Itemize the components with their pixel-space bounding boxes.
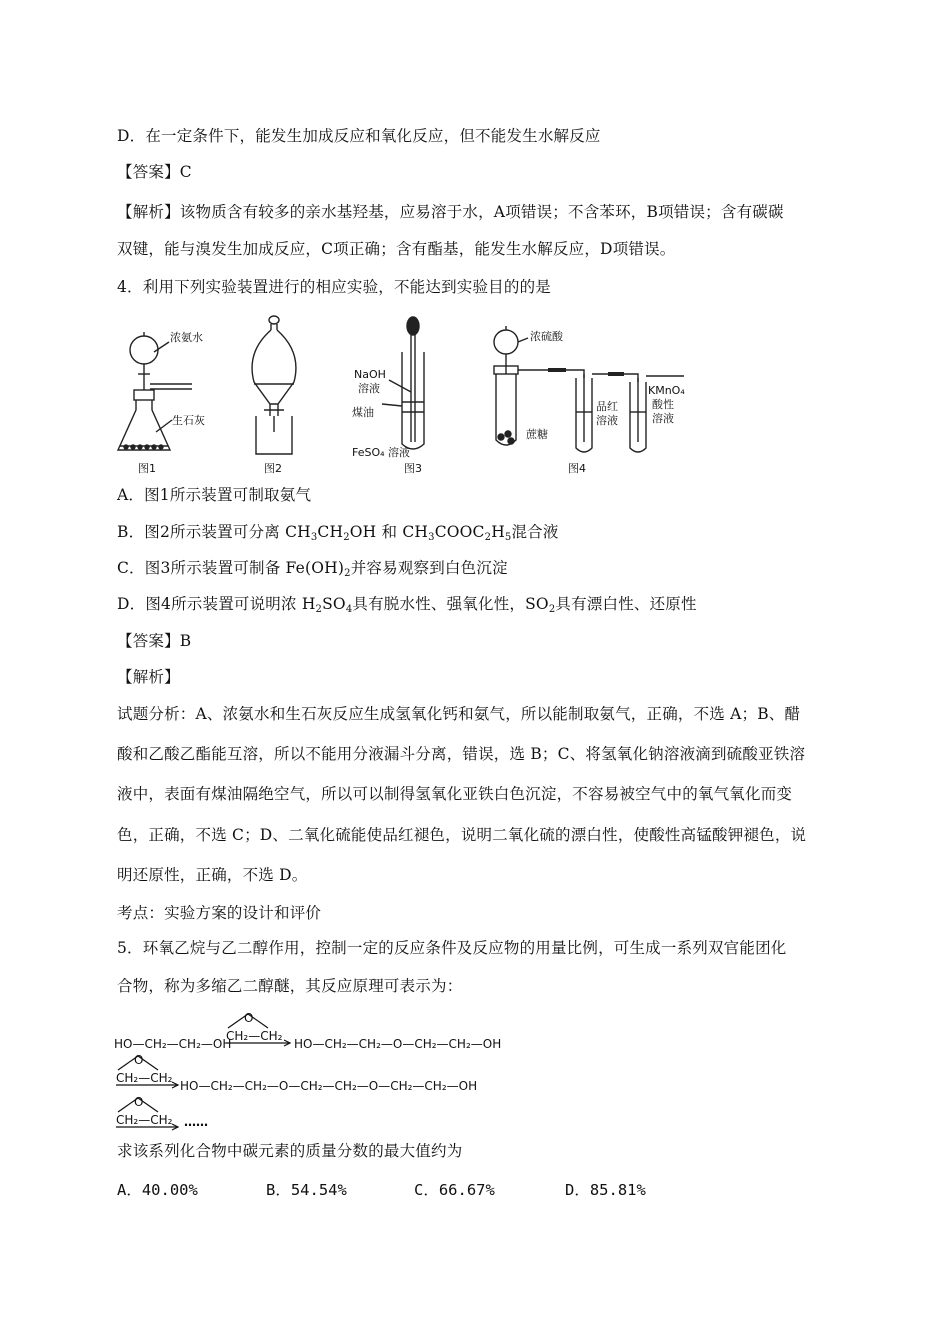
q4-option-c: C．图3所示装置可制备 $Fe(OH)_2$并容易观察到白色沉淀 bbox=[117, 559, 508, 579]
eq-row3-epoxide-o: O bbox=[134, 1095, 144, 1109]
q4-answer: 【答案】B bbox=[117, 632, 192, 650]
q3-answer: 【答案】C bbox=[117, 163, 192, 181]
fig4-label-magenta: 品红 bbox=[596, 400, 618, 413]
fig4-label-acid: 浓硫酸 bbox=[530, 330, 563, 343]
q4-analysis-line-5: 明还原性，正确，不选 D。 bbox=[117, 866, 308, 884]
fig4-label-solution: 溶液 bbox=[652, 412, 674, 425]
figure-2-apparatus bbox=[252, 316, 296, 454]
fig3-label-solution: 溶液 bbox=[358, 382, 380, 395]
q4-stem: 4．利用下列实验装置进行的相应实验，不能达到实验目的的是 bbox=[117, 278, 551, 296]
fig1-caption: 图1 bbox=[138, 462, 156, 475]
fig3-label-kerosene: 煤油 bbox=[352, 406, 374, 419]
q4-analysis-line-1: 试题分析：A、浓氨水和生石灰反应生成氢氧化钙和氨气，所以能制取氨气，正确，不选 A；B、醋 bbox=[117, 705, 801, 723]
eq-row1-left: HO—CH₂—CH₂—OH bbox=[114, 1037, 232, 1051]
fig3-label-naoh: NaOH bbox=[354, 368, 386, 381]
eq-row3-ellipsis: …… bbox=[184, 1115, 208, 1129]
q3-analysis-line-2: 双键，能与溴发生加成反应，C项正确；含有酯基，能发生水解反应，D项错误。 bbox=[117, 240, 676, 258]
q5-option-c: C．66.67% bbox=[414, 1181, 495, 1199]
reaction-scheme-drawing bbox=[114, 1010, 534, 1134]
fig4-label-kmno4: KMnO₄ bbox=[648, 384, 685, 397]
q5-option-a: A．40.00% bbox=[117, 1181, 198, 1199]
eq-row2-epoxide-ch: CH₂—CH₂ bbox=[116, 1071, 173, 1085]
fig1-label-lime: 生石灰 bbox=[172, 414, 205, 427]
q4-analysis-line-3: 液中，表面有煤油隔绝空气，所以可以制得氢氧化亚铁白色沉淀，不容易被空气中的氧气氧化而变 bbox=[117, 785, 793, 803]
apparatus-figures bbox=[114, 312, 694, 480]
q4-option-d: D．图4所示装置可说明浓 $H_2SO_4$具有脱水性、强氧化性，$SO_2$具有漂白性、还原性 bbox=[117, 595, 697, 615]
q5-option-d: D．85.81% bbox=[565, 1181, 646, 1199]
eq-row2-right: HO—CH₂—CH₂—O—CH₂—CH₂—O—CH₂—CH₂—OH bbox=[180, 1079, 478, 1093]
q5-stem-line-1: 5．环氧乙烷与乙二醇作用，控制一定的反应条件及反应物的用量比例，可生成一系列双官能团化 bbox=[117, 939, 787, 957]
fig3-caption: 图3 bbox=[404, 462, 422, 475]
fig3-label-feso4: FeSO₄ 溶液 bbox=[352, 446, 411, 459]
figure-1-apparatus bbox=[118, 332, 192, 450]
fig4-label-acidic: 酸性 bbox=[652, 398, 674, 411]
q4-option-a: A．图1所示装置可制取氨气 bbox=[117, 486, 312, 504]
fig4-label-sucrose: 蔗糖 bbox=[526, 428, 548, 441]
eq-row1-epoxide-ch: CH₂—CH₂ bbox=[226, 1029, 283, 1043]
q5-stem-line-2: 合物，称为多缩乙二醇醚，其反应原理可表示为： bbox=[117, 977, 463, 995]
q3-option-d: D．在一定条件下，能发生加成反应和氧化反应，但不能发生水解反应 bbox=[117, 127, 601, 145]
q5-option-b: B．54.54% bbox=[266, 1181, 347, 1199]
q5-question: 求该系列化合物中碳元素的质量分数的最大值约为 bbox=[117, 1142, 463, 1160]
fig4-caption: 图4 bbox=[568, 462, 586, 475]
fig2-caption: 图2 bbox=[264, 462, 282, 475]
q4-analysis-heading: 【解析】 bbox=[117, 668, 180, 686]
fig1-label-ammonia: 浓氨水 bbox=[170, 331, 203, 344]
q4-kaodian: 考点：实验方案的设计和评价 bbox=[117, 904, 322, 922]
q4-analysis-line-4: 色，正确，不选 C；D、二氧化硫能使品红褪色，说明二氧化硫的漂白性，使酸性高锰酸钾褪色，说 bbox=[117, 826, 807, 844]
eq-row1-right: HO—CH₂—CH₂—O—CH₂—CH₂—OH bbox=[294, 1037, 502, 1051]
apparatus-drawing bbox=[114, 312, 694, 480]
q4-option-b: B．图2所示装置可分离 $CH_3CH_2OH$ 和 $CH_3COOC_2H_5$混合液 bbox=[117, 523, 559, 543]
reaction-scheme bbox=[114, 1010, 534, 1134]
eq-row3-epoxide-ch: CH₂—CH₂ bbox=[116, 1113, 173, 1127]
figure-3-apparatus bbox=[382, 317, 424, 449]
eq-row1-epoxide-o: O bbox=[244, 1011, 254, 1025]
q3-analysis-line-1: 【解析】该物质含有较多的亲水基羟基，应易溶于水，A项错误；不含苯环，B项错误；含有碳碳 bbox=[117, 203, 784, 221]
q4-analysis-line-2: 酸和乙酸乙酯能互溶，所以不能用分液漏斗分离，错误，选 B；C、将氢氧化钠溶液滴到硫酸亚铁溶 bbox=[117, 745, 806, 763]
eq-row2-epoxide-o: O bbox=[134, 1053, 144, 1067]
fig4-label-magenta-solution: 溶液 bbox=[596, 414, 618, 427]
